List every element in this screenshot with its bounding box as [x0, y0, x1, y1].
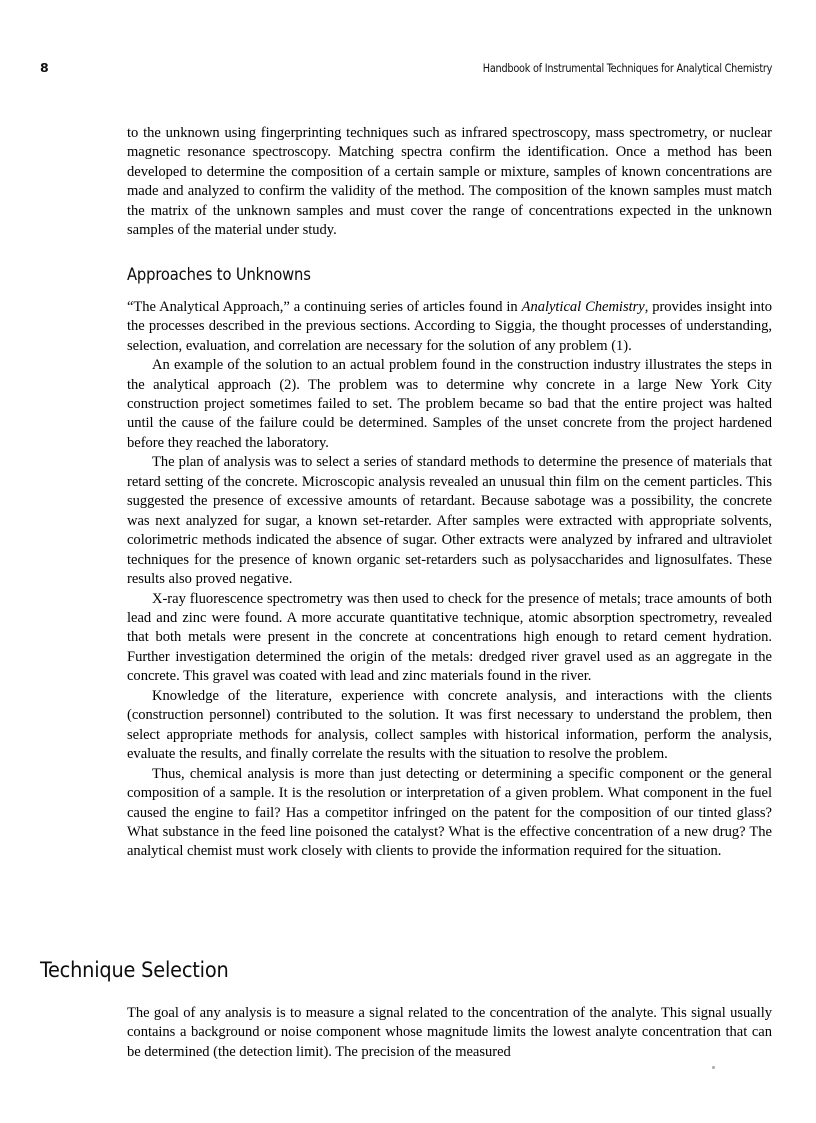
paragraph-goal-of-analysis: The goal of any analysis is to measure a signal related to the concentration of the analyte. This signal usually contains a background or noise component whose magnitude limits the lowest analyte concentration that can be determined (the detection limit). The precision of the measured — [127, 1005, 772, 1060]
main-text-column-tail — [127, 1004, 772, 1062]
page-number: 8 — [40, 60, 49, 75]
running-head — [40, 60, 772, 80]
heading-technique-selection-wrap — [40, 958, 740, 983]
paragraph-plan-of-analysis: The plan of analysis was to select a series of standard methods to determine the presence of materials that retard setting of the concrete. Microscopic analysis revealed an unusual thin film on the cement particles. This suggested the presence of excessive amounts of retardant. Because sabotage was a possibility, the concrete was next analyzed for sugar, a known set-retarder. After samples were extracted with appropriate solvents, colorimetric methods indicated the absence of sugar. Other extracts were analyzed by infrared and ultraviolet techniques for the presence of known organic set-retarders such as polysaccharides and lignosulfates. These results also proved negative. — [127, 454, 772, 588]
spacer — [127, 241, 772, 265]
paragraph-knowledge-literature: Knowledge of the literature, experience with concrete analysis, and interactions with the clients (construction personnel) contributed to the solution. It was first necessary to understand the problem, then select appropriate methods for analysis, collect samples with historical information, perform the analysis, evaluate the results, and finally correlate the results with the situation to resolve the problem. — [127, 687, 772, 763]
spacer — [127, 284, 772, 298]
para-1-part-a: “The Analytical Approach,” a continuing series of articles found in — [127, 298, 522, 315]
paragraph-construction-example: An example of the solution to an actual problem found in the construction industry illustrates the steps in the analytical approach (2). The problem was to determine why concrete in a large New York City construction project sometimes failed to set. The problem became so bad that the entire project was halted until the cause of the failure could be determined. Samples of the unset concrete from the project hardened before they reached the laboratory. — [127, 357, 772, 451]
heading-technique-selection: Technique Selection — [40, 958, 229, 983]
main-text-column — [127, 124, 772, 862]
scan-artifact-speck — [712, 1066, 715, 1069]
para-1-part-b: , provides insight into the processes described in the previous sections. According to Siggia, the thought processes of understanding, selection, evaluation, and correlation are necessary for the solution of any problem (1). — [127, 298, 772, 354]
heading-approaches-to-unknowns: Approaches to Unknowns — [127, 264, 311, 284]
paragraph-xray-fluorescence: X-ray fluorescence spectrometry was then used to check for the presence of metals; trace amounts of both lead and zinc were found. A more accurate quantitative technique, atomic absorption spectrometry, revealed that both metals were present in the concrete at concentrations high enough to retard cement hydration. Further investigation determined the origin of the metals: dredged river gravel used as an aggregate in the concrete. This gravel was coated with lead and zinc materials found in the river. — [127, 590, 772, 685]
running-title: Handbook of Instrumental Techniques for Analytical Chemistry — [482, 61, 772, 75]
journal-title-analytical-chemistry: Analytical Chemistry — [521, 298, 645, 315]
paragraph-continued: to the unknown using fingerprinting techniques such as infrared spectroscopy, mass spectrometry, or nuclear magnetic resonance spectroscopy. Matching spectra confirm the identification. Once a method has been developed to determine the composition of a certain sample or mixture, samples of known concentrations are made and analyzed to confirm the validity of the method. The composition of the known samples must match the matrix of the unknown samples and must cover the range of concentrations expected in the unknown samples of the material under study. — [127, 125, 772, 239]
paragraph-analytical-approach — [127, 298, 772, 356]
paragraph-thus-chemical-analysis: Thus, chemical analysis is more than just detecting or determining a specific component or the general composition of a sample. It is the resolution or interpretation of a given problem. What component in the fuel caused the engine to fail? Has a competitor infringed on the patent for the composition of our tinted glass? What substance in the feed line poisoned the catalyst? What is the effective concentration of a new drug? The analytical chemist must work closely with clients to provide the information required for the situation. — [127, 765, 772, 860]
